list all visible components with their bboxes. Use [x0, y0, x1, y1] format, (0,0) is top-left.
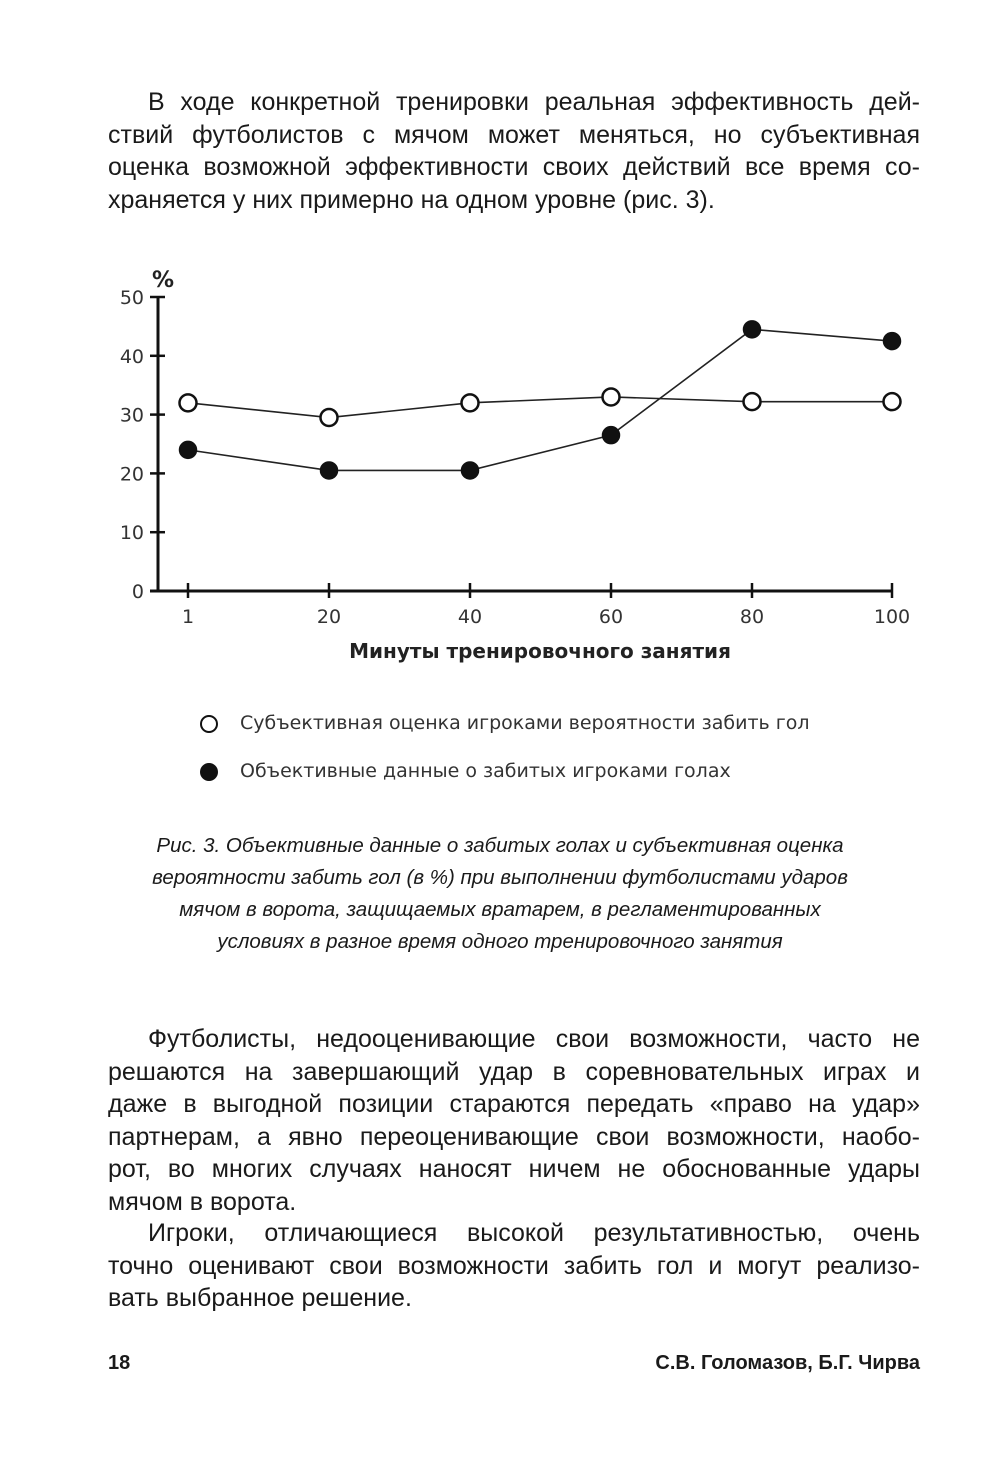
legend-label: Объективные данные о забитых игроками голах: [240, 760, 731, 782]
y-tick-label: 0: [131, 581, 144, 603]
paragraph-2: [108, 1023, 920, 1218]
x-tick-label: 60: [598, 606, 624, 628]
subjective-data-point: [884, 393, 901, 410]
text-line: В ходе конкретной тренировки реальная эффективность дей-: [148, 88, 920, 116]
text-line: рот, во многих случаях наносят ничем не обоснованные удары: [108, 1155, 920, 1183]
caption-line: условиях в разное время одного тренировочного занятия: [217, 930, 783, 953]
caption-line: вероятности забить гол (в %) при выполнении футболистами ударов: [152, 866, 848, 889]
footer-authors: С.В. Голомазов, Б.Г. Чирва: [655, 1352, 920, 1374]
x-tick-label: 1: [181, 606, 195, 628]
figure-caption: [100, 830, 900, 958]
subjective-data-point: [744, 393, 761, 410]
objective-data-point: [603, 427, 620, 444]
text-line: вать выбранное решение.: [108, 1284, 412, 1312]
subjective-data-point: [603, 388, 620, 405]
text-line: партнерам, а явно переоценивающие свои возможности, наобо-: [108, 1122, 920, 1151]
chart-series-lines: [188, 329, 892, 470]
text-line: Игроки, отличающиеся высокой результативностью, очень: [148, 1219, 920, 1247]
x-tick-label: 20: [316, 606, 342, 628]
subjective-data-point: [180, 394, 197, 411]
filled-circle-marker-icon: [200, 763, 218, 781]
y-tick-label: 30: [119, 404, 144, 427]
y-tick-label: 40: [119, 345, 144, 368]
x-tick-label: 100: [873, 606, 911, 628]
y-tick-label: 10: [119, 522, 144, 545]
objective-data-point: [321, 462, 338, 479]
text-line: решаются на завершающий удар в соревновательных играх и: [108, 1057, 920, 1086]
caption-line: Рис. 3. Объективные данные о забитых голах и субъективная оценка: [156, 834, 844, 857]
series-line-1: [188, 397, 892, 418]
objective-data-point: [744, 321, 761, 338]
open-circle-marker-icon: [200, 715, 218, 733]
text-line: точно оценивают свои возможности забить гол и могут реализо-: [108, 1251, 920, 1280]
text-line: оценка возможной эффективности своих действий все время со-: [108, 153, 920, 181]
y-tick-label: 20: [119, 463, 144, 486]
paragraph-3: [108, 1217, 920, 1315]
objective-data-point: [884, 333, 901, 350]
legend-label: Субъективная оценка игроками вероятности забить гол: [240, 712, 810, 734]
page-number: 18: [108, 1352, 131, 1374]
text-line: храняется у них примерно на одном уровне (рис. 3).: [108, 185, 715, 214]
text-line: ствий футболистов с мячом может меняться, но субъективная: [108, 120, 920, 149]
subjective-data-point: [462, 394, 479, 411]
x-axis-title: Минуты тренировочного занятия: [349, 639, 731, 663]
caption-line: мячом в ворота, защищаемых вратарем, в регламентированных: [179, 898, 821, 921]
text-line: даже в выгодной позиции стараются передать «право на удар»: [108, 1090, 920, 1118]
objective-data-point: [462, 462, 479, 479]
y-axis-unit-label: %: [152, 268, 175, 293]
x-tick-label: 40: [457, 606, 483, 628]
subjective-data-point: [321, 409, 338, 426]
text-line: Футболисты, недооценивающие свои возможности, часто не: [148, 1025, 920, 1053]
paragraph-top: [108, 86, 920, 216]
chart-axes: [150, 297, 892, 591]
y-tick-label: 50: [119, 287, 144, 309]
x-tick-label: 80: [739, 606, 765, 628]
text-line: мячом в ворота.: [108, 1187, 297, 1216]
line-chart: [0, 255, 1000, 675]
objective-data-point: [180, 441, 197, 458]
